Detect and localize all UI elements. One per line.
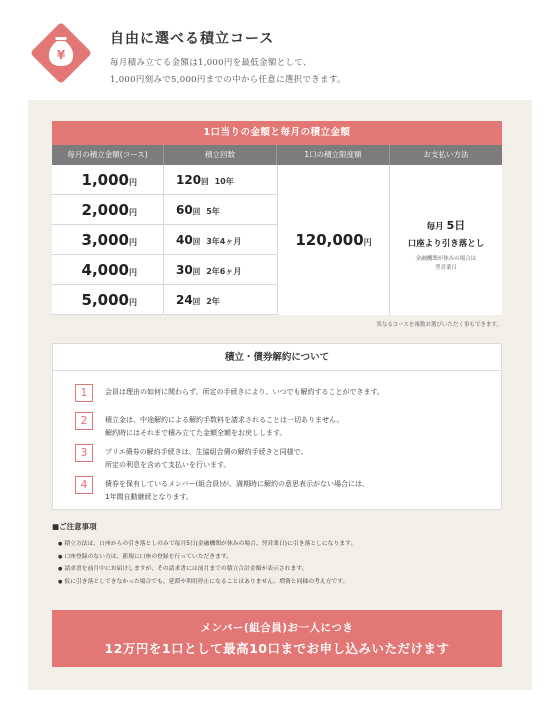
count-value: 40: [176, 233, 193, 247]
years-value: 5年: [206, 207, 220, 216]
page-title: 自由に選べる積立コース: [110, 31, 275, 47]
count-value: 60: [176, 203, 193, 217]
item-text: 会員は理由の如何に関わらず、所定の手続きにより、いつでも解約することができます。: [105, 388, 384, 396]
amount-value: 1,000: [81, 171, 129, 189]
yen-money-bag-icon: [30, 22, 92, 84]
header-count: 積立回数: [164, 145, 277, 165]
notice-list: [58, 538, 508, 588]
years-value: 3年4ヶ月: [206, 237, 242, 246]
years-value: 10年: [214, 177, 234, 186]
limit-banner: [52, 610, 502, 667]
payment-cell: 毎月 5日 口座より引き落とし 金融機関が休みの場合は 翌営業日: [390, 165, 502, 315]
cancellation-box: [52, 343, 502, 510]
item-text: プリエ債券の解約手続きは、生協組合債の解約手続きと同様で、 所定の利息を含めて支払いを行います。: [105, 448, 308, 469]
list-item: ● 積立方法は、口座からの引き落としのみで毎月5日(金融機関が休みの場合、翌営業日)に引き落としになります。: [58, 538, 508, 551]
item-number: 4: [75, 476, 93, 494]
count-value: 24: [176, 293, 193, 307]
lead-text: 毎月積み立てる金額は1,000円を最低金額として、 1,000円刻みで5,000円までの中から任意に選択できます。: [110, 58, 346, 85]
table-note: 異なるコースを複数お選びいただく事もできます。: [376, 322, 502, 328]
header: [0, 0, 560, 100]
notice-heading: ■ご注意事項: [52, 522, 97, 531]
years-value: 2年: [206, 297, 220, 306]
table-title: 1口当りの金額と毎月の積立金額: [52, 121, 502, 145]
item-text: 債券を保有しているメンバー(組合員)が、満期時に解約の意思表示がない場合には、 1年間自動継続となります。: [105, 480, 369, 501]
count-value: 120: [176, 173, 202, 187]
table-row: 5,000円 24回 2年: [52, 285, 277, 315]
amount-value: 3,000: [81, 231, 129, 249]
item-number: 1: [75, 384, 93, 402]
amount-value: 5,000: [81, 291, 129, 309]
cancellation-title: 積立・債券解約について: [53, 344, 501, 371]
list-item: ● 仮に引き落としできなかった場合でも、延滞や利用停止になることはありません。増資と同様の考え方です。: [58, 576, 508, 589]
item-number: 3: [75, 444, 93, 462]
amount-value: 2,000: [81, 201, 129, 219]
payment-method: 口座より引き落とし: [407, 239, 485, 249]
table-row: 1,000円 120回 10年: [52, 165, 277, 195]
list-item: ● 請求書を前月中にお届けしますが、その請求書には前月までの積立合計金額が表示されます。: [58, 563, 508, 576]
table-row: 2,000円 60回 5年: [52, 195, 277, 225]
table-row: 4,000円 30回 2年6ヶ月: [52, 255, 277, 285]
banner-line1: メンバー(組合員)お一人につき: [200, 622, 354, 634]
amount-value: 4,000: [81, 261, 129, 279]
item-number: 2: [75, 412, 93, 430]
payment-day: 5日: [446, 219, 466, 232]
table-row: 3,000円 40回 3年4ヶ月: [52, 225, 277, 255]
table-header: [52, 145, 502, 165]
payment-note: 金融機関が休みの場合は 翌営業日: [415, 256, 477, 271]
limit-cell: 120,000円: [277, 165, 390, 315]
list-item: ● 口座登録のない方は、新規に口座の登録を行っていただきます。: [58, 551, 508, 564]
years-value: 2年6ヶ月: [206, 267, 242, 276]
count-value: 30: [176, 263, 193, 277]
header-monthly-amount: 毎月の積立金額(コース): [52, 145, 164, 165]
header-limit: 1口の積立限度額: [277, 145, 390, 165]
header-payment: お支払い方法: [423, 150, 469, 159]
limit-value: 120,000: [295, 231, 364, 249]
svg-text:¥: ¥: [56, 48, 66, 62]
banner-line2: 12万円を1口として最高10口までお申し込みいただけます: [104, 641, 450, 656]
item-text: 積立金は、中途解約による解約手数料を請求されることは一切ありません。 解約時にはそれまで積み立てた金額全額をお戻しします。: [105, 416, 344, 437]
table-body: [52, 165, 502, 315]
